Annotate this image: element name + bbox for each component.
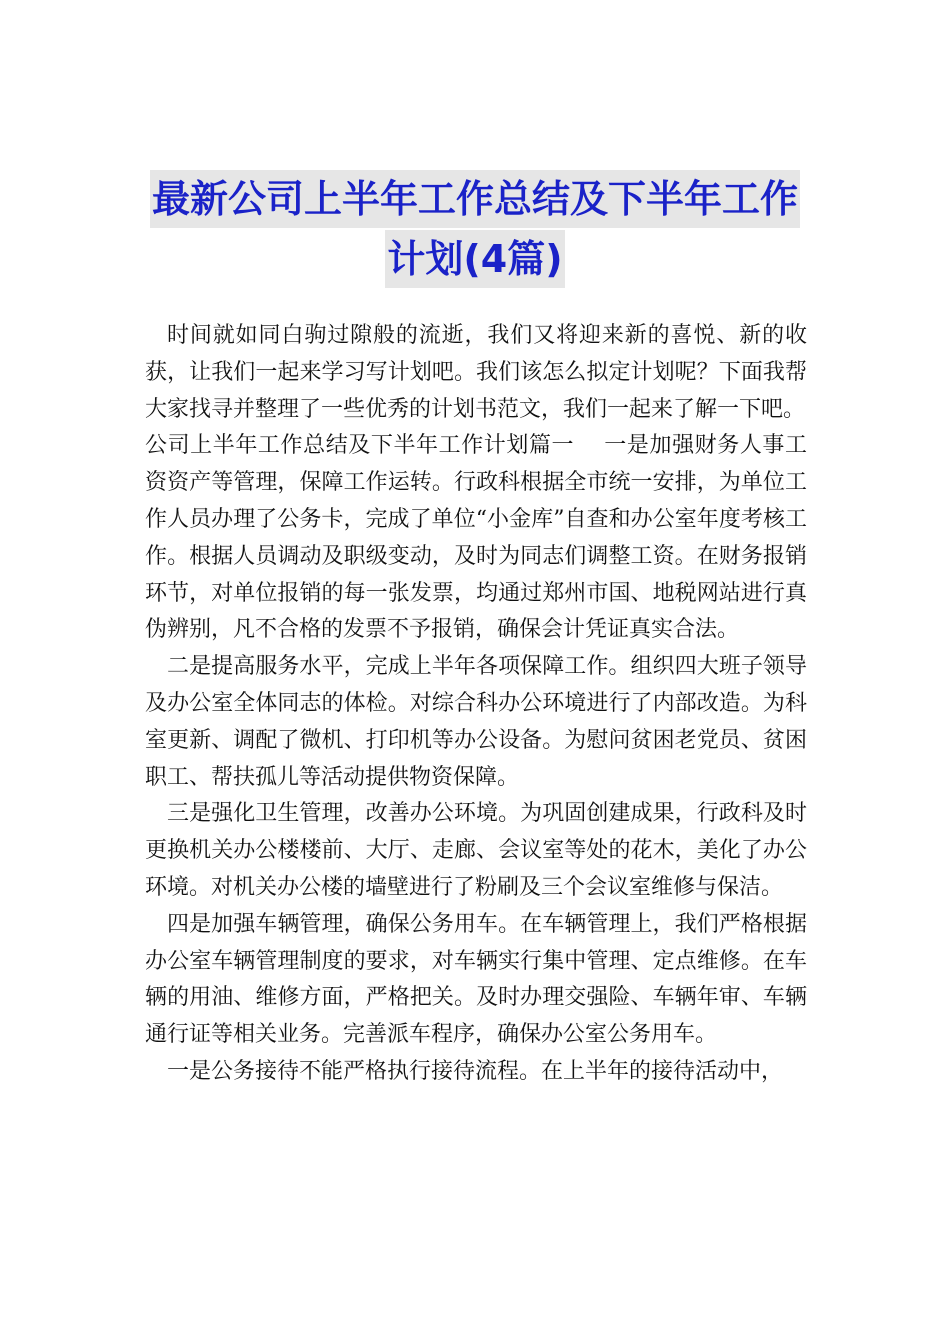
paragraph-intro: 时间就如同白驹过隙般的流逝，我们又将迎来新的喜悦、新的收获，让我们一起来学习写计划吧。我们该怎么拟定计划呢？下面我帮大家找寻并整理了一些优秀的计划书范文，我们一起来了解一下吧。	[145, 323, 807, 422]
title-line-2: 计划(4篇)	[385, 230, 564, 288]
paragraph-point-4: 四是加强车辆管理，确保公务用车。在车辆管理上，我们严格根据办公室车辆管理制度的要求，对车辆实行集中管理、定点维修。在车辆的用油、维修方面，严格把关。及时办理交强险、车辆年审、车辆通行证等相关业务。完善派车程序，确保办公室公务用车。	[145, 911, 807, 1048]
paragraph-point-2: 二是提高服务水平，完成上半年各项保障工作。组织四大班子领导及办公室全体同志的体检。对综合科办公环境进行了内部改造。为科室更新、调配了微机、打印机等办公设备。为慰问贫困老党员、贫困职工、帮扶孤儿等活动提供物资保障。	[145, 654, 807, 790]
title-row-1	[0, 170, 950, 230]
title-line-1: 最新公司上半年工作总结及下半年工作	[150, 170, 800, 228]
title-row-2	[0, 230, 950, 290]
document-body	[145, 318, 807, 1091]
paragraph-section-1: 公司上半年工作总结及下半年工作计划篇一 一是加强财务人事工资资产等管理，保障工作运转。行政科根据全市统一安排，为单位工作人员办理了公务卡，完成了单位“小金库”自查和办公室年度考核工作。根据人员调动及职级变动，及时为同志们调整工资。在财务报销环节，对单位报销的每一张发票，均通过郑州市国、地税网站进行真伪辨别，凡不合格的发票不予报销，确保会计凭证真实合法。	[145, 433, 807, 643]
paragraph-issue-1: 一是公务接待不能严格执行接待流程。在上半年的接待活动中，	[167, 1058, 784, 1084]
document-title	[0, 170, 950, 290]
paragraph-point-3: 三是强化卫生管理，改善办公环境。为巩固创建成果，行政科及时更换机关办公楼楼前、大厅、走廊、会议室等处的花木，美化了办公环境。对机关办公楼的墙壁进行了粉刷及三个会议室维修与保洁。	[145, 801, 807, 900]
